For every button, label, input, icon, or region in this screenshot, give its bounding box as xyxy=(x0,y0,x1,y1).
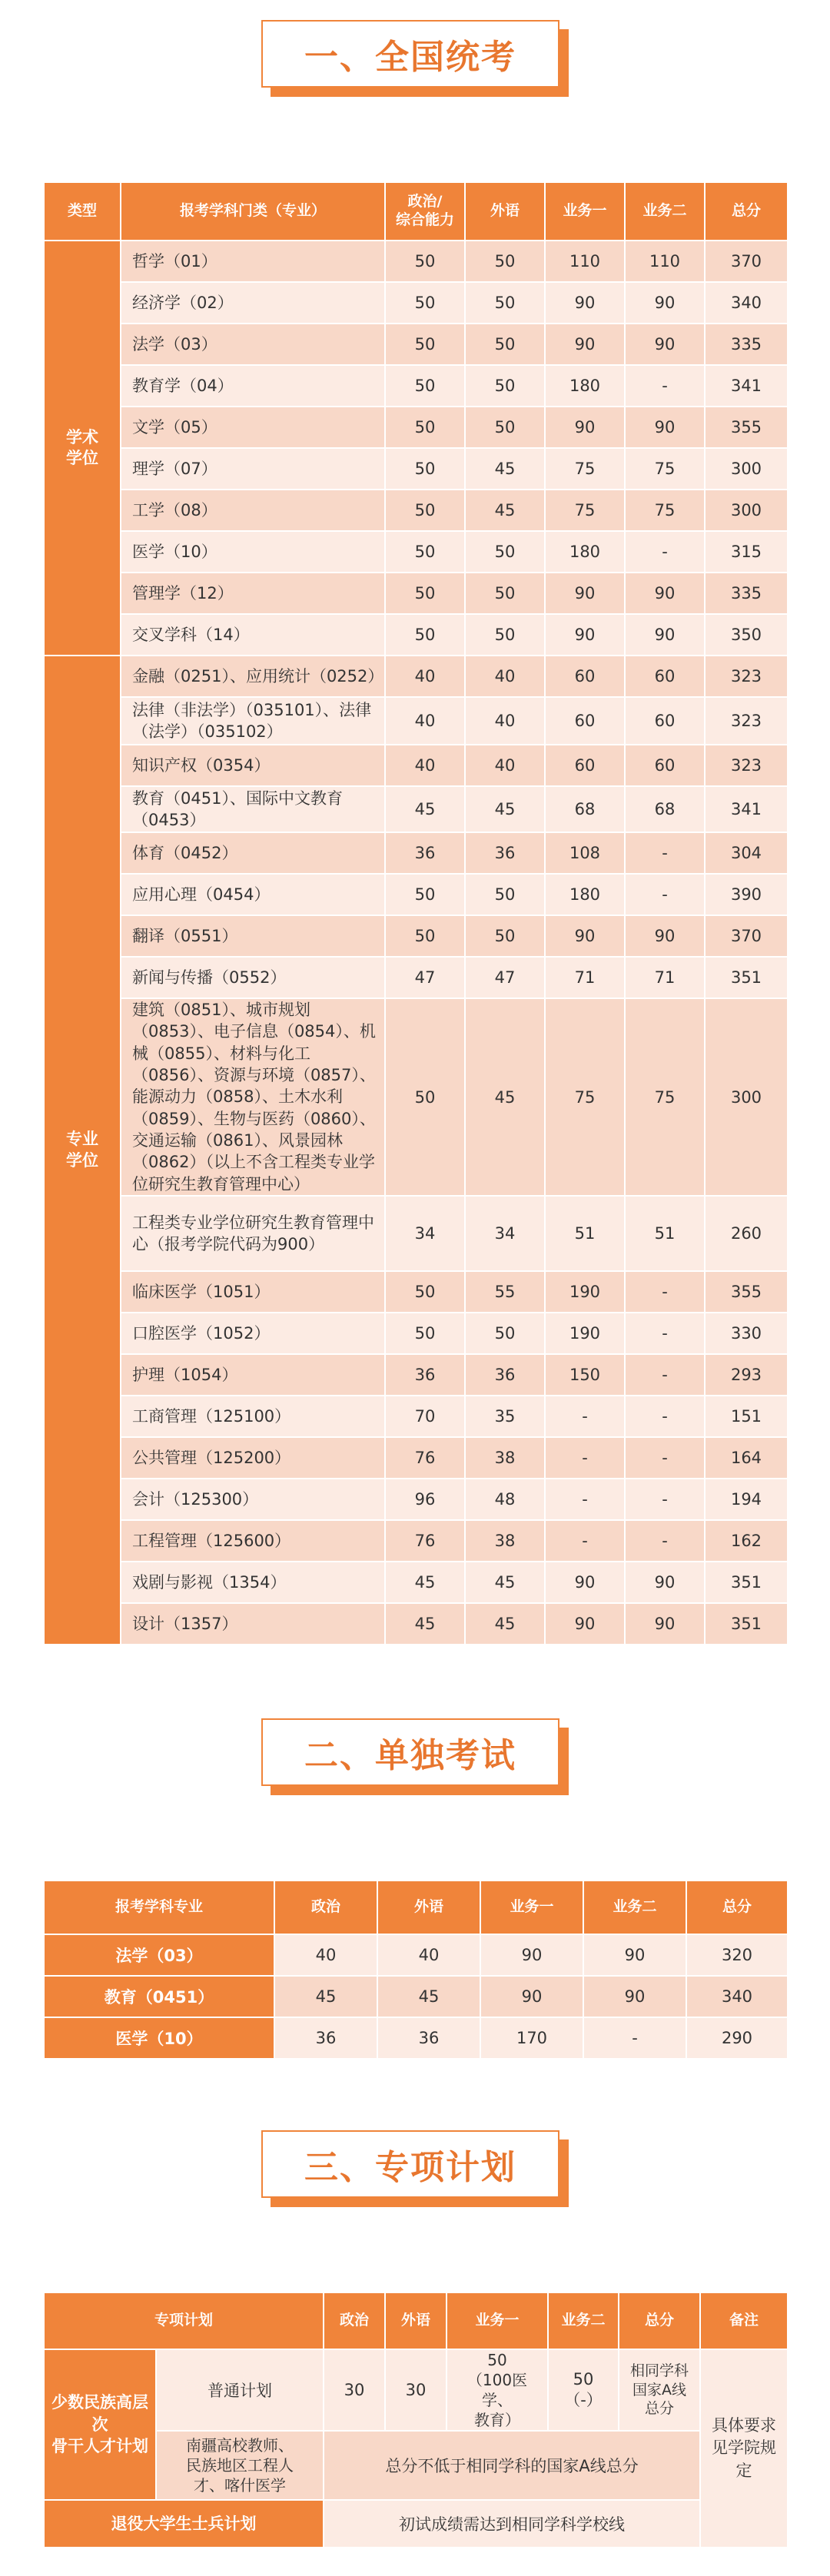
score-total: 355 xyxy=(705,1271,788,1313)
score-biz1: 75 xyxy=(545,998,625,1196)
score-biz2: 110 xyxy=(625,241,705,282)
score-politics: 76 xyxy=(385,1437,465,1479)
score-politics: 40 xyxy=(274,1934,377,1976)
score-politics: 50 xyxy=(385,365,465,407)
subject-name: 戏剧与影视（1354） xyxy=(121,1562,385,1603)
score-total: 335 xyxy=(705,573,788,614)
general-plan-name: 普通计划 xyxy=(156,2349,324,2431)
score-biz2: - xyxy=(625,531,705,573)
table-row xyxy=(44,2017,788,2059)
table-row xyxy=(44,1976,788,2017)
score-politics: 40 xyxy=(385,697,465,745)
header-biz1: 业务一 xyxy=(447,2292,548,2349)
score-politics: 50 xyxy=(385,998,465,1196)
subject-name: 设计（1357） xyxy=(121,1603,385,1645)
subject-name: 医学（10） xyxy=(121,531,385,573)
score-biz1: 180 xyxy=(545,365,625,407)
table-row xyxy=(44,874,788,915)
score-foreign: 35 xyxy=(465,1396,545,1437)
table-row xyxy=(44,282,788,324)
score-politics: 45 xyxy=(385,1603,465,1645)
special-plan-table xyxy=(43,2292,788,2548)
header-total: 总分 xyxy=(619,2292,700,2349)
header-biz2: 业务二 xyxy=(583,1881,686,1934)
table-row xyxy=(44,490,788,531)
score-foreign: 55 xyxy=(465,1271,545,1313)
table-row xyxy=(44,1271,788,1313)
score-foreign: 50 xyxy=(465,365,545,407)
score-foreign: 40 xyxy=(465,656,545,697)
score-foreign: 50 xyxy=(465,531,545,573)
table-row xyxy=(44,1196,788,1271)
score-politics: 50 xyxy=(385,531,465,573)
table-row xyxy=(44,1603,788,1645)
score-biz1: 90 xyxy=(545,282,625,324)
score-foreign: 40 xyxy=(465,697,545,745)
score-foreign: 45 xyxy=(465,1562,545,1603)
score-biz2: 90 xyxy=(625,324,705,365)
score-politics: 70 xyxy=(385,1396,465,1437)
score-biz2: 90 xyxy=(625,614,705,656)
score-total: 315 xyxy=(705,531,788,573)
score-politics: 50 xyxy=(385,614,465,656)
header-total: 总分 xyxy=(705,182,788,241)
score-foreign: 45 xyxy=(377,1976,480,2017)
score-biz2: 90 xyxy=(583,1976,686,2017)
score-biz2: 90 xyxy=(625,282,705,324)
score-total: 351 xyxy=(705,957,788,998)
south-xinjiang-note: 总分不低于相同学科的国家A线总分 xyxy=(324,2431,700,2500)
table-row xyxy=(44,448,788,490)
score-total: 351 xyxy=(705,1562,788,1603)
header-remark: 备注 xyxy=(700,2292,788,2349)
section2-title: 二、单独考试 xyxy=(261,1718,559,1786)
score-biz1: 75 xyxy=(545,490,625,531)
subject-name: 经济学（02） xyxy=(121,282,385,324)
score-biz2: 60 xyxy=(625,656,705,697)
score-politics: 50 xyxy=(385,282,465,324)
score-biz2: 90 xyxy=(625,1603,705,1645)
header-politics: 政治/ 综合能力 xyxy=(385,182,465,241)
subject-name: 哲学（01） xyxy=(121,241,385,282)
table-row xyxy=(44,786,788,832)
score-biz2: - xyxy=(625,874,705,915)
header-politics: 政治 xyxy=(324,2292,385,2349)
score-biz2: 75 xyxy=(625,448,705,490)
score-biz2: - xyxy=(625,1396,705,1437)
score-total: 323 xyxy=(705,745,788,786)
header-foreign: 外语 xyxy=(385,2292,447,2349)
subject-name: 公共管理（125200） xyxy=(121,1437,385,1479)
score-foreign: 50 xyxy=(465,1313,545,1354)
score-biz2: 68 xyxy=(625,786,705,832)
score-foreign: 50 xyxy=(465,915,545,957)
table-row xyxy=(44,1437,788,1479)
score-biz2: 90 xyxy=(625,407,705,448)
subject-name: 教育（0451） xyxy=(44,1976,274,2017)
table-row xyxy=(44,1520,788,1562)
section1-title-box xyxy=(261,20,569,97)
score-biz1: 190 xyxy=(545,1271,625,1313)
general-plan-foreign: 30 xyxy=(385,2349,447,2431)
table-row xyxy=(44,1479,788,1520)
score-biz1: 170 xyxy=(480,2017,583,2059)
south-xinjiang-plan-name: 南疆高校教师、 民族地区工程人 才、喀什医学 xyxy=(156,2431,324,2500)
subject-name: 应用心理（0454） xyxy=(121,874,385,915)
score-foreign: 47 xyxy=(465,957,545,998)
score-biz2: 90 xyxy=(583,1934,686,1976)
score-biz2: - xyxy=(625,832,705,874)
score-total: 370 xyxy=(705,241,788,282)
subject-name: 教育（0451）、国际中文教育（0453） xyxy=(121,786,385,832)
score-politics: 47 xyxy=(385,957,465,998)
score-biz1: 60 xyxy=(545,745,625,786)
score-foreign: 45 xyxy=(465,448,545,490)
subject-name: 体育（0452） xyxy=(121,832,385,874)
score-biz1: 71 xyxy=(545,957,625,998)
table-row xyxy=(44,915,788,957)
header-plan: 专项计划 xyxy=(44,2292,324,2349)
score-foreign: 36 xyxy=(465,832,545,874)
score-total: 260 xyxy=(705,1196,788,1271)
score-total: 355 xyxy=(705,407,788,448)
score-total: 390 xyxy=(705,874,788,915)
score-politics: 50 xyxy=(385,448,465,490)
score-politics: 50 xyxy=(385,490,465,531)
score-foreign: 36 xyxy=(377,2017,480,2059)
section3-title-box xyxy=(261,2130,569,2207)
score-biz2: - xyxy=(625,1479,705,1520)
score-biz2: - xyxy=(625,365,705,407)
score-total: 340 xyxy=(686,1976,788,2017)
score-politics: 50 xyxy=(385,324,465,365)
score-biz2: 51 xyxy=(625,1196,705,1271)
score-foreign: 45 xyxy=(465,1603,545,1645)
header-foreign: 外语 xyxy=(377,1881,480,1934)
score-total: 300 xyxy=(705,998,788,1196)
subject-name: 管理学（12） xyxy=(121,573,385,614)
score-biz1: 150 xyxy=(545,1354,625,1396)
score-foreign: 40 xyxy=(465,745,545,786)
score-foreign: 50 xyxy=(465,282,545,324)
score-total: 335 xyxy=(705,324,788,365)
table-row xyxy=(44,614,788,656)
score-biz2: 75 xyxy=(625,490,705,531)
score-biz1: 180 xyxy=(545,874,625,915)
score-total: 162 xyxy=(705,1520,788,1562)
score-biz1: 90 xyxy=(545,407,625,448)
subject-name: 法学（03） xyxy=(44,1934,274,1976)
score-biz2: 60 xyxy=(625,697,705,745)
header-politics: 政治 xyxy=(274,1881,377,1934)
subject-name: 知识产权（0354） xyxy=(121,745,385,786)
subject-name: 护理（1054） xyxy=(121,1354,385,1396)
score-foreign: 34 xyxy=(465,1196,545,1271)
score-politics: 45 xyxy=(385,786,465,832)
category-academic-degree: 学术 学位 xyxy=(44,241,121,656)
table-row xyxy=(44,998,788,1196)
score-biz1: 90 xyxy=(545,324,625,365)
remark-cell: 具体要求 见学院规 定 xyxy=(700,2349,788,2548)
table-row xyxy=(44,656,788,697)
score-politics: 50 xyxy=(385,241,465,282)
score-biz2: - xyxy=(625,1313,705,1354)
score-biz1: 180 xyxy=(545,531,625,573)
section2-title-box xyxy=(261,1718,569,1795)
table-row xyxy=(44,573,788,614)
score-foreign: 50 xyxy=(465,874,545,915)
score-total: 300 xyxy=(705,448,788,490)
score-total: 340 xyxy=(705,282,788,324)
subject-name: 交叉学科（14） xyxy=(121,614,385,656)
table-row xyxy=(44,1396,788,1437)
subject-name: 建筑（0851）、城市规划（0853）、电子信息（0854）、机械（0855）、材料与化工（0856）、资源与环境（0857）、能源动力（0858）、土木水利（0859）、生物与医药（0860）、交通运输（0861）、风景园林（0862）（以上不含工程类专业学位研究生教育管理中心） xyxy=(121,998,385,1196)
score-total: 351 xyxy=(705,1603,788,1645)
score-biz1: 68 xyxy=(545,786,625,832)
score-biz1: 110 xyxy=(545,241,625,282)
subject-name: 口腔医学（1052） xyxy=(121,1313,385,1354)
score-politics: 76 xyxy=(385,1520,465,1562)
subject-name: 翻译（0551） xyxy=(121,915,385,957)
score-biz1: 90 xyxy=(545,1562,625,1603)
score-total: 194 xyxy=(705,1479,788,1520)
subject-name: 医学（10） xyxy=(44,2017,274,2059)
score-total: 300 xyxy=(705,490,788,531)
subject-name: 会计（125300） xyxy=(121,1479,385,1520)
general-plan-biz2: 50 （-） xyxy=(548,2349,619,2431)
score-politics: 36 xyxy=(385,832,465,874)
header-foreign: 外语 xyxy=(465,182,545,241)
score-foreign: 45 xyxy=(465,998,545,1196)
score-foreign: 50 xyxy=(465,407,545,448)
header-biz2: 业务二 xyxy=(625,182,705,241)
table-row xyxy=(44,697,788,745)
score-foreign: 36 xyxy=(465,1354,545,1396)
score-foreign: 40 xyxy=(377,1934,480,1976)
subject-name: 工程类专业学位研究生教育管理中心（报考学院代码为900） xyxy=(121,1196,385,1271)
score-biz1: 90 xyxy=(545,614,625,656)
header-biz2: 业务二 xyxy=(548,2292,619,2349)
veteran-plan-note: 初试成绩需达到相同学科学校线 xyxy=(324,2500,700,2548)
score-politics: 36 xyxy=(385,1354,465,1396)
score-biz1: - xyxy=(545,1520,625,1562)
score-total: 370 xyxy=(705,915,788,957)
score-biz1: 90 xyxy=(480,1934,583,1976)
score-total: 151 xyxy=(705,1396,788,1437)
national-exam-table xyxy=(43,181,788,1645)
score-biz2: 75 xyxy=(625,998,705,1196)
score-biz1: 90 xyxy=(545,573,625,614)
score-total: 341 xyxy=(705,786,788,832)
score-biz2: 90 xyxy=(625,915,705,957)
score-politics: 50 xyxy=(385,915,465,957)
score-foreign: 48 xyxy=(465,1479,545,1520)
subject-name: 金融（0251）、应用统计（0252） xyxy=(121,656,385,697)
score-foreign: 45 xyxy=(465,786,545,832)
score-biz2: - xyxy=(625,1271,705,1313)
general-plan-total: 相同学科 国家A线 总分 xyxy=(619,2349,700,2431)
score-total: 293 xyxy=(705,1354,788,1396)
subject-name: 工学（08） xyxy=(121,490,385,531)
subject-name: 教育学（04） xyxy=(121,365,385,407)
score-politics: 50 xyxy=(385,1313,465,1354)
score-biz2: 90 xyxy=(625,573,705,614)
score-total: 164 xyxy=(705,1437,788,1479)
score-total: 341 xyxy=(705,365,788,407)
table-row xyxy=(44,1934,788,1976)
score-biz1: 60 xyxy=(545,697,625,745)
subject-name: 临床医学（1051） xyxy=(121,1271,385,1313)
general-plan-politics: 30 xyxy=(324,2349,385,2431)
score-politics: 45 xyxy=(385,1562,465,1603)
score-biz1: - xyxy=(545,1479,625,1520)
section3-title: 三、专项计划 xyxy=(261,2130,559,2198)
score-biz1: 90 xyxy=(545,1603,625,1645)
score-foreign: 38 xyxy=(465,1437,545,1479)
header-subject: 报考学科门类（专业） xyxy=(121,182,385,241)
score-foreign: 38 xyxy=(465,1520,545,1562)
score-politics: 50 xyxy=(385,407,465,448)
score-biz2: - xyxy=(625,1437,705,1479)
header-subject: 报考学科专业 xyxy=(44,1881,274,1934)
score-biz1: 60 xyxy=(545,656,625,697)
subject-name: 法律（非法学）（035101）、法律（法学）（035102） xyxy=(121,697,385,745)
score-total: 330 xyxy=(705,1313,788,1354)
score-politics: 40 xyxy=(385,656,465,697)
score-total: 320 xyxy=(686,1934,788,1976)
score-total: 290 xyxy=(686,2017,788,2059)
score-biz2: 60 xyxy=(625,745,705,786)
score-biz2: - xyxy=(625,1354,705,1396)
score-biz1: - xyxy=(545,1396,625,1437)
header-total: 总分 xyxy=(686,1881,788,1934)
veteran-plan-label: 退役大学生士兵计划 xyxy=(44,2500,324,2548)
table-row xyxy=(44,957,788,998)
category-professional-degree: 专业 学位 xyxy=(44,656,121,1645)
header-biz1: 业务一 xyxy=(545,182,625,241)
subject-name: 工程管理（125600） xyxy=(121,1520,385,1562)
score-foreign: 50 xyxy=(465,324,545,365)
separate-exam-table xyxy=(43,1880,788,2060)
score-biz1: 75 xyxy=(545,448,625,490)
subject-name: 新闻与传播（0552） xyxy=(121,957,385,998)
table-row xyxy=(44,407,788,448)
table-row xyxy=(44,832,788,874)
score-total: 323 xyxy=(705,656,788,697)
table-row xyxy=(44,324,788,365)
score-politics: 50 xyxy=(385,1271,465,1313)
table-row xyxy=(44,1562,788,1603)
score-biz1: 90 xyxy=(480,1976,583,2017)
score-biz1: - xyxy=(545,1437,625,1479)
score-politics: 50 xyxy=(385,874,465,915)
score-politics: 45 xyxy=(274,1976,377,2017)
score-biz2: - xyxy=(625,1520,705,1562)
score-politics: 40 xyxy=(385,745,465,786)
score-biz1: 190 xyxy=(545,1313,625,1354)
table-row xyxy=(44,745,788,786)
score-politics: 34 xyxy=(385,1196,465,1271)
score-biz2: - xyxy=(583,2017,686,2059)
score-politics: 36 xyxy=(274,2017,377,2059)
subject-name: 法学（03） xyxy=(121,324,385,365)
score-foreign: 50 xyxy=(465,614,545,656)
table-row xyxy=(44,531,788,573)
score-total: 304 xyxy=(705,832,788,874)
score-foreign: 50 xyxy=(465,573,545,614)
score-biz1: 108 xyxy=(545,832,625,874)
table-row xyxy=(44,1313,788,1354)
score-biz2: 71 xyxy=(625,957,705,998)
score-total: 350 xyxy=(705,614,788,656)
score-biz1: 90 xyxy=(545,915,625,957)
table-row xyxy=(44,1354,788,1396)
score-biz1: 51 xyxy=(545,1196,625,1271)
subject-name: 文学（05） xyxy=(121,407,385,448)
header-biz1: 业务一 xyxy=(480,1881,583,1934)
table-row xyxy=(44,365,788,407)
general-plan-biz1: 50 （100医学、 教育） xyxy=(447,2349,548,2431)
score-total: 323 xyxy=(705,697,788,745)
table-row xyxy=(44,241,788,282)
minority-plan-label: 少数民族高层次 骨干人才计划 xyxy=(44,2349,156,2500)
header-type: 类型 xyxy=(44,182,121,241)
score-biz2: 90 xyxy=(625,1562,705,1603)
score-foreign: 45 xyxy=(465,490,545,531)
subject-name: 理学（07） xyxy=(121,448,385,490)
subject-name: 工商管理（125100） xyxy=(121,1396,385,1437)
score-politics: 50 xyxy=(385,573,465,614)
score-foreign: 50 xyxy=(465,241,545,282)
section1-title: 一、全国统考 xyxy=(261,20,559,88)
score-politics: 96 xyxy=(385,1479,465,1520)
